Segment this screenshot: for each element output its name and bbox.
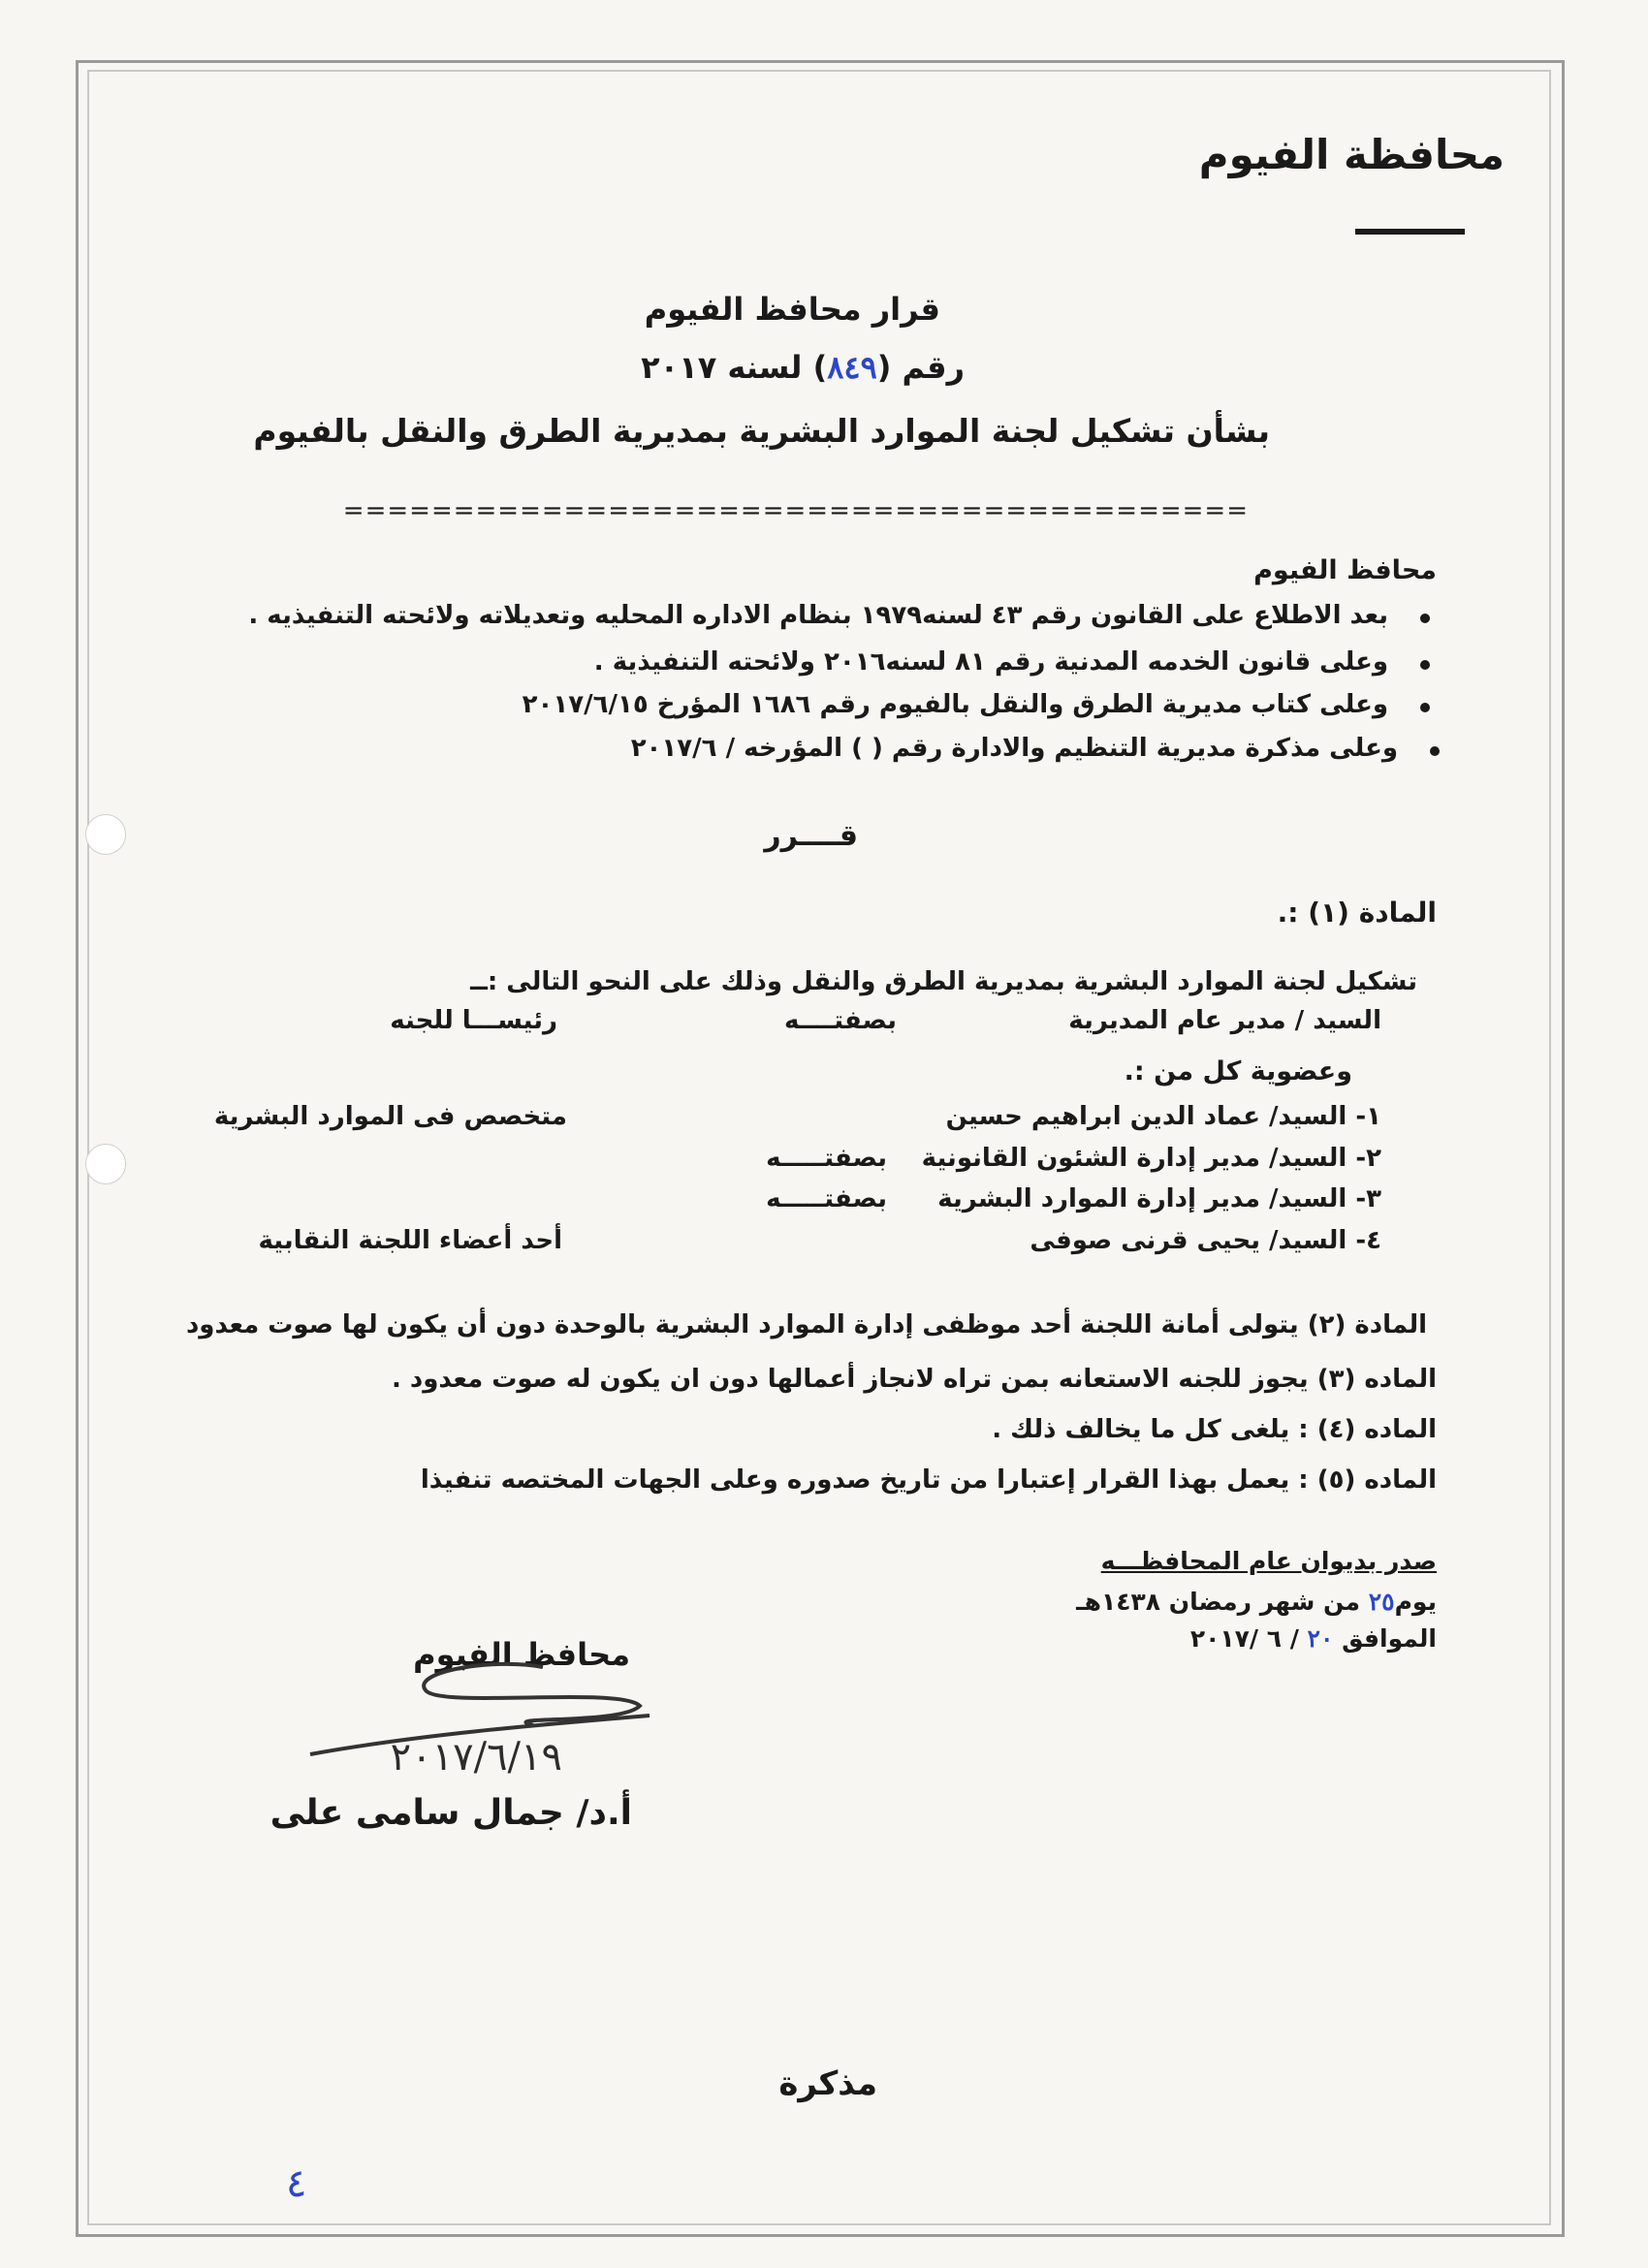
corresponding-day: ٢٠ [1307, 1624, 1334, 1653]
bullet-3 [1420, 703, 1430, 712]
preamble-item-2: وعلى قانون الخدمه المدنية رقم ٨١ لسنه٢٠١٦ ولائحته التنفيذية . [593, 647, 1388, 677]
member-1-name: ١- السيد/ عماد الدين ابراهيم حسين [945, 1102, 1381, 1131]
decree-subject: بشأن تشكيل لجنة الموارد البشرية بمديرية الطرق والنقل بالفيوم [253, 412, 1270, 450]
article-4 [992, 1415, 1437, 1444]
signature-date: ٢٠١٧/٦/١٩ [390, 1735, 562, 1780]
decree-number-value: ٨٤٩ [827, 349, 877, 386]
decree-number [641, 349, 965, 386]
members-heading: وعضوية كل من :. [1124, 1056, 1352, 1087]
article-2-text: يتولى أمانة اللجنة أحد موظفى إدارة الموارد البشرية بالوحدة دون أن يكون لها صوت معدود [185, 1310, 1299, 1339]
signature-title: محافظ الفيوم [413, 1636, 630, 1673]
article-4-text: يلغى كل ما يخالف ذلك . [992, 1415, 1290, 1444]
preamble-item-4: وعلى مذكرة مديرية التنظيم والادارة رقم ( ) المؤرخه / ٢٠١٧/٦ [630, 734, 1398, 763]
article-4-label: الماده (٤) : [1298, 1415, 1437, 1444]
member-4-role: أحد أعضاء اللجنة النقابية [258, 1226, 562, 1255]
issuance-day [1076, 1588, 1437, 1616]
chair-name: السيد / مدير عام المديرية [1068, 1006, 1381, 1035]
header-org: محافظة الفيوم [1198, 131, 1505, 178]
preamble-item-3: وعلى كتاب مديرية الطرق والنقل بالفيوم رقم ١٦٨٦ المؤرخ ٢٠١٧/٦/١٥ [522, 690, 1388, 719]
article-2-label: المادة (٢) [1307, 1310, 1427, 1339]
corresponding-label: الموافق [1342, 1624, 1437, 1653]
signature-name: أ.د/ جمال سامى على [269, 1793, 632, 1833]
chair-role: رئيســـا للجنه [390, 1006, 557, 1035]
header-rule [1355, 229, 1465, 235]
decree-title: قرار محافظ الفيوم [644, 291, 940, 328]
member-4-name: ٤- السيد/ يحيى قرنى صوفى [1030, 1226, 1381, 1255]
article-3-label: الماده (٣) [1316, 1365, 1437, 1394]
member-3-role: بصفتـــــه [766, 1184, 887, 1213]
member-1-role: متخصص فى الموارد البشرية [213, 1102, 567, 1131]
member-2-role: بصفتـــــه [766, 1144, 887, 1173]
bullet-2 [1420, 660, 1430, 670]
issuance-day-value: ٢٥ [1368, 1588, 1395, 1616]
margin-mark: ٤ [286, 2161, 307, 2206]
preamble-heading: محافظ الفيوم [1253, 555, 1437, 585]
memo-label: مذكرة [778, 2064, 877, 2103]
member-2-name: ٢- السيد/ مدير إدارة الشئون القانونية [921, 1144, 1381, 1173]
chair-capacity: بصفتــــه [783, 1006, 897, 1035]
separator-line: ========================================= [342, 496, 1249, 525]
article-5-label: الماده (٥) : [1298, 1465, 1437, 1495]
article-3 [392, 1365, 1437, 1394]
bullet-1 [1420, 614, 1430, 623]
decree-year: ) لسنه ٢٠١٧ [641, 349, 828, 386]
punch-hole-bottom [85, 1144, 126, 1184]
article-3-text: يجوز للجنه الاستعانه بمن تراه لانجاز أعمالها دون ان يكون له صوت معدود . [391, 1365, 1309, 1394]
decision-word: قــــرر [764, 819, 858, 853]
punch-hole-top [85, 814, 126, 855]
bullet-4 [1430, 746, 1440, 756]
article-1-intro: تشكيل لجنة الموارد البشرية بمديرية الطرق والنقل وذلك على النحو التالى :ــ [470, 967, 1417, 996]
article-1-heading: المادة (١) :. [1277, 897, 1437, 929]
article-2 [186, 1310, 1427, 1339]
issuance-corresponding [1190, 1624, 1437, 1653]
preamble-item-1: بعد الاطلاع على القانون رقم ٤٣ لسنه١٩٧٩ بنظام الاداره المحليه وتعديلاته ولائحته التنفيذيه . [248, 601, 1388, 630]
corresponding-rest: / ٦ /٢٠١٧ [1189, 1624, 1299, 1653]
decree-number-label: رقم ( [876, 349, 965, 386]
issuance-day-label: يوم [1394, 1588, 1437, 1616]
article-5 [421, 1465, 1437, 1495]
issuance-month: من شهر رمضان ١٤٣٨هـ [1076, 1588, 1361, 1616]
member-3-name: ٣- السيد/ مدير إدارة الموارد البشرية [937, 1184, 1381, 1213]
issuance-line: صدر بديوان عام المحافظـــه [1100, 1547, 1437, 1575]
article-5-text: يعمل بهذا القرار إعتبارا من تاريخ صدوره وعلى الجهات المختصه تنفيذا [420, 1465, 1290, 1495]
